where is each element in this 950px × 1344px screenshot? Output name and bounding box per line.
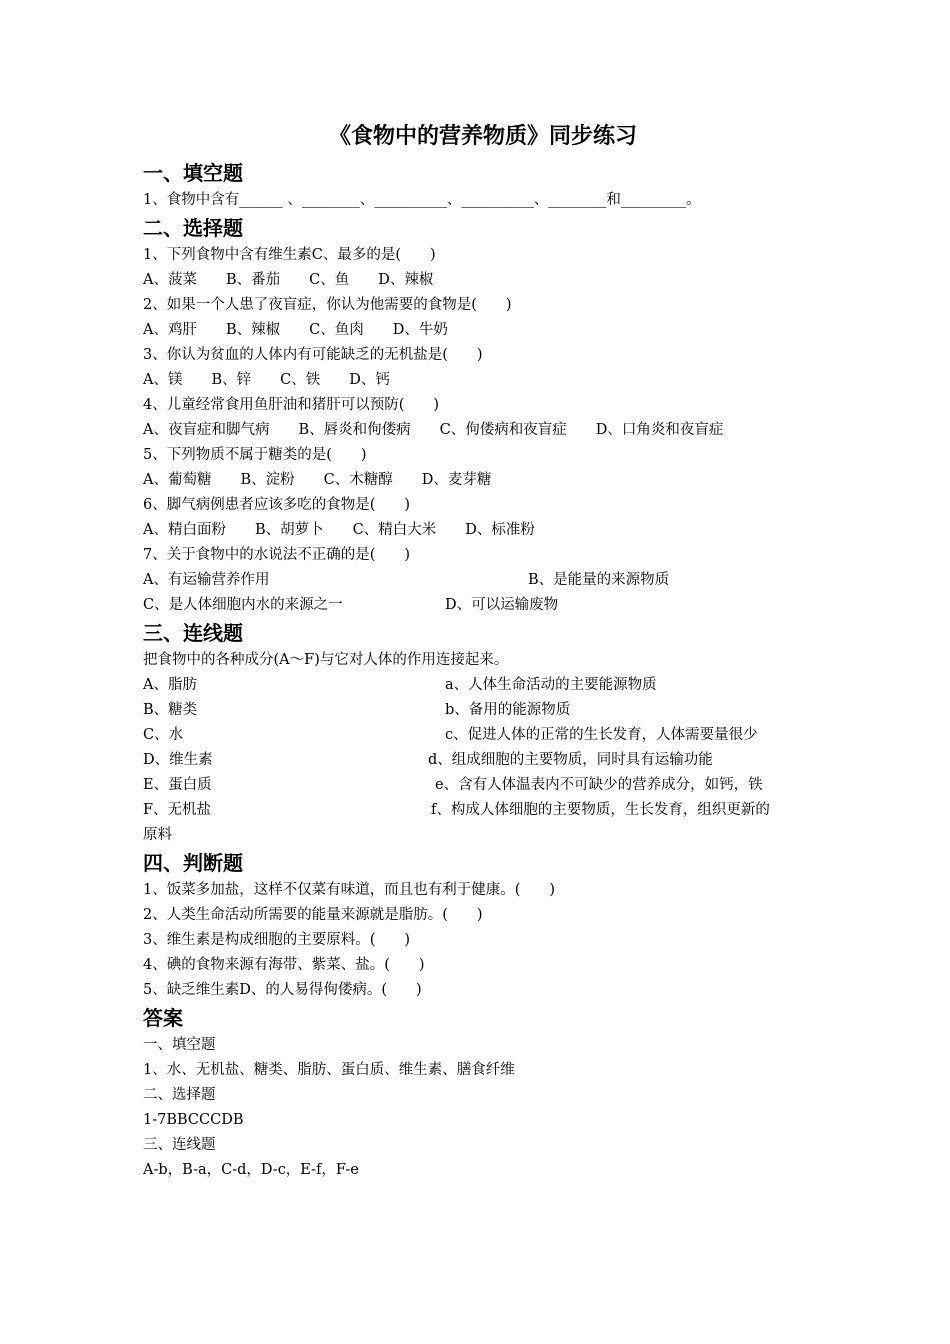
choice-line: A、精白面粉 B、胡萝卜 C、精白大米 D、标准粉 xyxy=(143,522,535,538)
matching-pair xyxy=(143,723,813,748)
choice-line: A、鸡肝 B、辣椒 C、鱼肉 D、牛奶 xyxy=(143,322,448,338)
choice-line: 7、关于食物中的水说法不正确的是( ) xyxy=(143,547,411,563)
fill-blank-question: 1、食物中含有______ 、________、__________、__________、________和_________。 xyxy=(143,192,701,208)
matching-left: D、维生素 xyxy=(143,752,213,768)
answer-line: A-b，B-a，C-d，D-c，E-f，F-e xyxy=(143,1162,359,1178)
matching-pair xyxy=(143,773,813,798)
choice-line: 4、儿童经常食用鱼肝油和猪肝可以预防( ) xyxy=(143,397,440,413)
answers-heading: 答案 xyxy=(143,1006,183,1030)
choice-line: 1、下列食物中含有维生素C、最多的是( ) xyxy=(143,247,436,263)
section-heading-fill-blank: 一、填空题 xyxy=(143,161,243,185)
page-title: 《食物中的营养物质》同步练习 xyxy=(328,124,637,149)
matching-left: C、水 xyxy=(143,727,184,743)
true-false-line: 2、人类生命活动所需要的能量来源就是脂肪。( ) xyxy=(143,907,483,923)
matching-continuation: 原料 xyxy=(143,827,172,843)
choice-line: A、菠菜 B、番茄 C、鱼 D、辣椒 xyxy=(143,272,434,288)
answer-line: 二、选择题 xyxy=(143,1087,216,1103)
q7-options-row-2 xyxy=(143,593,813,618)
q7-option-d: D、可以运输废物 xyxy=(445,597,559,613)
section-heading-multiple-choice: 二、选择题 xyxy=(143,216,243,240)
true-false-line: 4、碘的食物来源有海带、紫菜、盐。( ) xyxy=(143,957,425,973)
q7-options-row-1 xyxy=(143,568,813,593)
q7-option-c: C、是人体细胞内水的来源之一 xyxy=(143,597,343,613)
matching-pair xyxy=(143,698,813,723)
section-heading-matching: 三、连线题 xyxy=(143,621,243,645)
matching-right: e、含有人体温表内不可缺少的营养成分，如钙，铁 xyxy=(435,777,763,793)
document-page xyxy=(143,118,813,1183)
q7-option-a: A、有运输营养作用 xyxy=(143,572,270,588)
matching-left: B、糖类 xyxy=(143,702,198,718)
answer-line: 一、填空题 xyxy=(143,1037,216,1053)
matching-intro: 把食物中的各种成分(A～F)与它对人体的作用连接起来。 xyxy=(143,652,509,668)
matching-pair xyxy=(143,748,813,773)
choice-line: 2、如果一个人患了夜盲症，你认为他需要的食物是( ) xyxy=(143,297,512,313)
choice-line: A、葡萄糖 B、淀粉 C、木糖醇 D、麦芽糖 xyxy=(143,472,492,488)
answer-line: 1、水、无机盐、糖类、脂肪、蛋白质、维生素、膳食纤维 xyxy=(143,1062,515,1078)
section-heading-true-false: 四、判断题 xyxy=(143,851,243,875)
choice-line: A、镁 B、锌 C、铁 D、钙 xyxy=(143,372,390,388)
q7-option-b: B、是能量的来源物质 xyxy=(528,572,670,588)
true-false-line: 5、缺乏维生素D、的人易得佝偻病。( ) xyxy=(143,982,422,998)
matching-right: c、促进人体的正常的生长发育，人体需要量很少 xyxy=(445,727,758,743)
answer-line: 1-7BBCCCDB xyxy=(143,1112,244,1128)
matching-pair xyxy=(143,798,813,823)
choice-line: 6、脚气病例患者应该多吃的食物是( ) xyxy=(143,497,411,513)
true-false-line: 1、饭菜多加盐，这样不仅菜有味道，而且也有利于健康。( ) xyxy=(143,882,556,898)
matching-right: b、备用的能源物质 xyxy=(445,702,571,718)
matching-left: E、蛋白质 xyxy=(143,777,212,793)
matching-right: f、构成人体细胞的主要物质，生长发育，组织更新的 xyxy=(431,802,770,818)
answer-line: 三、连线题 xyxy=(143,1137,216,1153)
choice-line: 5、下列物质不属于糖类的是( ) xyxy=(143,447,367,463)
matching-left: F、无机盐 xyxy=(143,802,212,818)
matching-right: d、组成细胞的主要物质，同时具有运输功能 xyxy=(428,752,713,768)
matching-pair xyxy=(143,673,813,698)
matching-right: a、人体生命活动的主要能源物质 xyxy=(445,677,657,693)
true-false-line: 3、维生素是构成细胞的主要原料。( ) xyxy=(143,932,411,948)
choice-line: A、夜盲症和脚气病 B、唇炎和佝偻病 C、佝偻病和夜盲症 D、口角炎和夜盲症 xyxy=(143,422,724,438)
choice-line: 3、你认为贫血的人体内有可能缺乏的无机盐是( ) xyxy=(143,347,483,363)
matching-left: A、脂肪 xyxy=(143,677,197,693)
